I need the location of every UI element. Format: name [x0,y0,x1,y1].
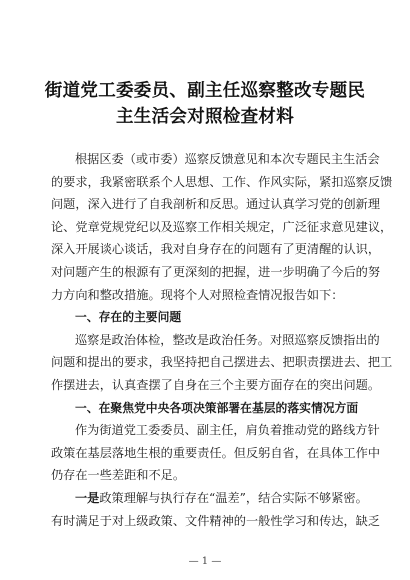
intro-line: 的要求，我紧密联系个人思想、工作、作风实际，紧扣巡察反馈 [51,174,393,189]
section-paragraph [51,329,393,397]
subsection-line: 政策在基层落地生根的重要责任。但反躬自省，在具体工作中 [51,445,381,460]
intro-paragraph [51,148,393,306]
section-heading: 一、存在的主要问题 [75,310,182,325]
document-body [51,148,393,532]
title-line-2: 主生活会对照检查材料 [116,107,294,127]
title-line-1: 街道党工委委员、副主任巡察整改专题民 [44,81,366,101]
intro-line: 根据区委（或市委）巡察反馈意见和本次专题民主生活会 [75,152,380,166]
subsection-line: 仍存在一些差距和不足。 [51,468,186,483]
subsection-line: 作为街道党工委委员、副主任，肩负着推动党的路线方针 [75,423,380,438]
intro-line: 论、党章党规党纪以及巡察工作相关规定，广泛征求意见建议， [51,219,393,234]
point-lead: 一是 [75,490,100,505]
section-line: 问题和提出的要求，我坚持把自己摆进去、把职责摆进去、把工 [51,355,393,370]
point-line [51,487,368,510]
section-line: 巡察是政治体检，整改是政治任务。对照巡察反馈指出的 [75,332,380,347]
page-number: — 1 — [188,556,222,567]
subsection-paragraph [51,419,381,487]
point-text: 政策理解与执行存在“温差”，结合实际不够紧密。 [99,490,368,505]
point-paragraph [51,487,381,532]
subsection-heading: 一、在聚焦党中央各项决策部署在基层的落实情况方面 [75,400,359,415]
intro-line: 力方向和整改措施。现将个人对照检查情况报告如下： [51,287,344,302]
intro-line: 深入开展谈心谈话，我对自身存在的问题有了更清醒的认识， [51,242,381,257]
point-line: 有时满足于对上级政策、文件精神的一般性学习和传达，缺乏 [51,513,381,528]
intro-line: 对问题产生的根源有了更深刻的把握，进一步明确了今后的努 [51,264,381,279]
document-title [40,78,370,130]
intro-line: 问题，深入进行了自我剖析和反思。通过认真学习党的创新理 [51,197,381,212]
section-line: 作摆进去，认真查摆了自身在三个主要方面存在的突出问题。 [51,377,381,392]
